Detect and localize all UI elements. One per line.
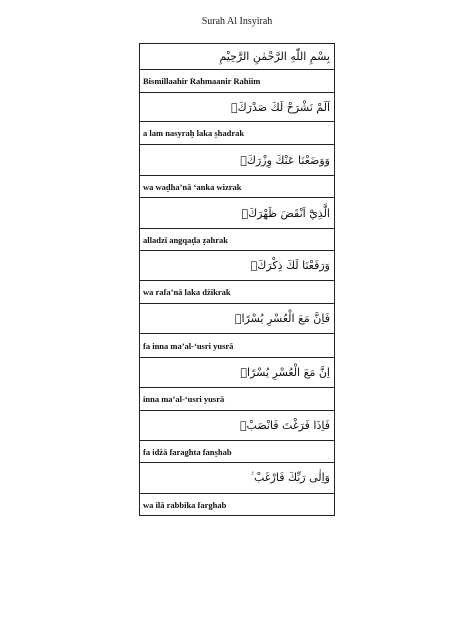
verse-arabic-row: بِسْمِ اللّٰهِ الرَّحْمٰنِ الرَّحِيْمِ	[140, 44, 334, 70]
verse-arabic-row: وَوَضَعْنَا عَنْكَ وِزْرَكَۙ	[140, 145, 334, 176]
verse-arabic-row: اَلَمْ نَشْرَحْ لَكَ صَدْرَكَۙ	[140, 93, 334, 122]
verse-table	[139, 43, 335, 516]
page-title: Surah Al Insyirah	[201, 16, 273, 27]
verse-latin-row: inna ma’al-‘usri yusrā	[140, 388, 334, 411]
verse-latin-row: fa inna ma’al-‘usri yusrā	[140, 334, 334, 358]
verse-arabic-row: وَرَفَعْنَا لَكَ ذِكْرَكَۗ	[140, 251, 334, 281]
verse-latin-row: Bismillaahir Rahmaanir Rahiim	[140, 70, 334, 93]
verse-arabic-row: فَاِذَا فَرَغْتَ فَانْصَبْۙ	[140, 411, 334, 441]
verse-latin-row: alladzī angqaḍa ẓahrak	[140, 229, 334, 251]
verse-latin-row: fa idżā faraghta fanṣhab	[140, 441, 334, 463]
verse-arabic-row: اِنَّ مَعَ الْعُسْرِ يُسْرًاۗ	[140, 358, 334, 388]
verse-latin-row: wa rafa’nā laka dżikrak	[140, 281, 334, 304]
verse-arabic-row: الَّذِيْٓ اَنْقَضَ ظَهْرَكَۙ	[140, 198, 334, 229]
verse-arabic-row: فَاِنَّ مَعَ الْعُسْرِ يُسْرًاۙ	[140, 304, 334, 334]
verse-arabic-row: وَاِلٰى رَبِّكَ فَارْغَبْ ࣖ	[140, 463, 334, 494]
verse-latin-row: wa ilā rabbika farghab	[143, 499, 227, 510]
verse-latin-row: wa waḍha’nā ‘anka wizrak	[140, 176, 334, 198]
verse-latin-row: a lam nasyraḥ laka ṣhadrak	[140, 122, 334, 145]
